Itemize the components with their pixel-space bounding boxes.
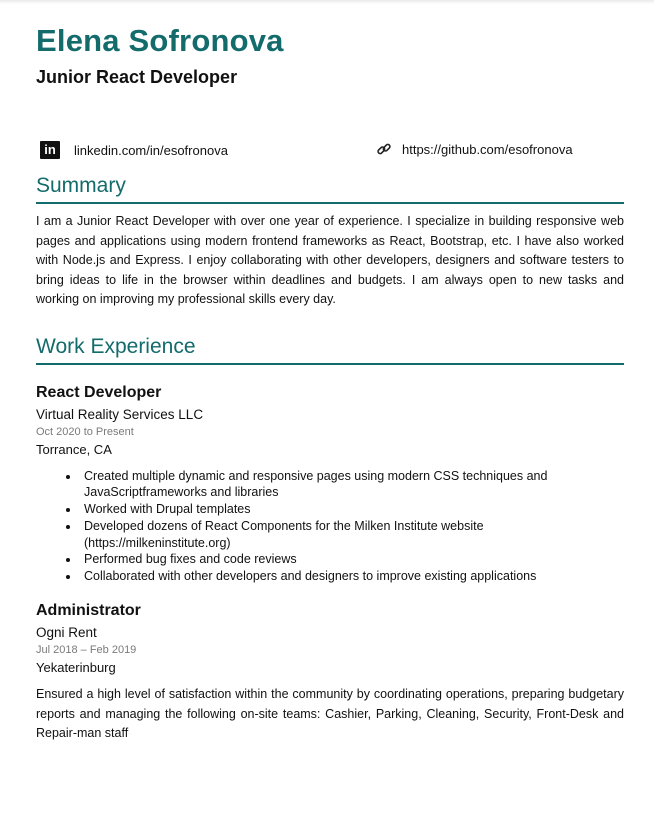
- job-bullet: • Created multiple dynamic and responsive pages using modern CSS techniques and JavaScriptframeworks and libraries: [80, 468, 624, 502]
- github-contact[interactable]: [376, 141, 573, 157]
- job-entry: [36, 383, 624, 586]
- job-entry: [36, 601, 624, 744]
- job-bullet: • Worked with Drupal templates: [80, 501, 624, 518]
- github-link[interactable]: https://github.com/esofronova: [402, 141, 573, 157]
- job-bullet: • Developed dozens of React Components for the Milken Institute website (https://milkeninstitute.org): [80, 518, 624, 552]
- job-title: React Developer: [36, 383, 162, 401]
- job-company: Virtual Reality Services LLC: [36, 406, 204, 422]
- contact-row: [36, 141, 624, 163]
- candidate-title: Junior React Developer: [36, 67, 238, 87]
- job-company: Ogni Rent: [36, 625, 97, 641]
- job-bullet: • Performed bug fixes and code reviews: [80, 551, 624, 568]
- job-location: Yekaterinburg: [36, 660, 116, 676]
- linkedin-contact[interactable]: [40, 141, 228, 159]
- job-bullet-list: [36, 468, 624, 586]
- page-top-edge: [0, 0, 654, 4]
- summary-text: I am a Junior React Developer with over one year of experience. I specialize in building responsive web pages and applications using modern frontend frameworks as React, Bootstrap, etc. I have also worked with Node.js and Express. I enjoy collaborating with other developers, designers and software testers to bring ideas to life in the browser within deadlines and budgets. I am always open to new tasks and working on improving my professional skills every day.: [36, 214, 624, 306]
- work-experience-heading: Work Experience: [36, 334, 624, 365]
- linkedin-icon: in: [40, 141, 60, 159]
- job-title: Administrator: [36, 602, 141, 620]
- job-dates: Jul 2018 – Feb 2019: [36, 644, 137, 657]
- summary-heading: Summary: [36, 173, 624, 204]
- linkedin-link[interactable]: linkedin.com/in/esofronova: [74, 142, 228, 158]
- job-description: Ensured a high level of satisfaction within the community by coordinating operations, preparing budgetary reports and managing the following on-site teams: Cashier, Parking, Cleaning, Security, Front-Desk and Repair-man staff: [36, 687, 624, 741]
- candidate-name: Elena Sofronova: [36, 23, 284, 58]
- resume-document: [36, 22, 624, 744]
- link-chain-icon: [376, 141, 392, 157]
- job-bullet: • Collaborated with other developers and designers to improve existing applications: [80, 568, 624, 585]
- job-location: Torrance, CA: [36, 441, 112, 457]
- job-dates: Oct 2020 to Present: [36, 425, 134, 438]
